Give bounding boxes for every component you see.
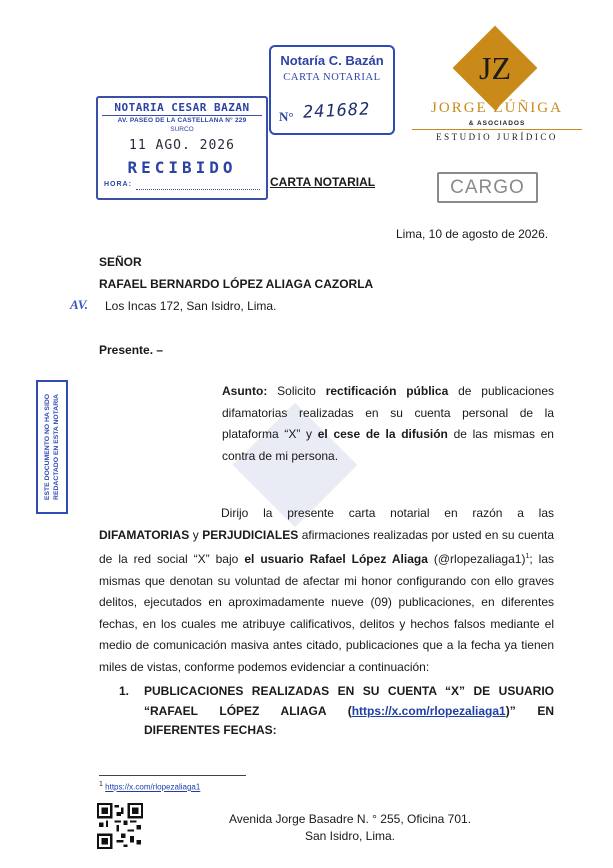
side-stamp-text: ESTE DOCUMENTO NO HA SIDO REDACTADO EN ESTA NOTARIA: [44, 393, 60, 501]
footer-line-1: Avenida Jorge Basadre N. ° 255, Oficina 701.: [228, 812, 472, 826]
presente-line: Presente. –: [99, 343, 164, 357]
footer-line-2: San Isidro, Lima.: [304, 829, 396, 843]
stamp-received-label: RECIBIDO: [127, 158, 237, 177]
footer-address: [200, 811, 500, 845]
recipient-name: RAFAEL BERNARDO LÓPEZ ALIAGA CAZORLA: [99, 277, 374, 291]
stamp-hora-line: [136, 189, 260, 190]
body-bold-difamatorias: DIFAMATORIAS: [99, 527, 190, 542]
subject-text-1: Solicito: [277, 384, 316, 398]
subject-paragraph: [222, 381, 554, 467]
notary-received-stamp: [96, 96, 268, 200]
notary-number-stamp: [269, 45, 395, 135]
not-drafted-here-stamp: [36, 380, 68, 514]
section-title-b: )” EN DIFERENTES FECHAS:: [144, 703, 554, 737]
profile-link[interactable]: https://x.com/rlopezaliaga1: [351, 703, 506, 718]
footnote: [99, 781, 200, 792]
section-title-a: PUBLICACIONES REALIZADAS EN SU CUENTA “X” DE USUARIO “RAFAEL LÓPEZ ALIAGA (: [144, 684, 554, 718]
stamp-notary-name: NOTARIA CESAR BAZAN: [114, 101, 250, 114]
stamp-notary-address: AV. PASEO DE LA CASTELLANA N° 229: [102, 115, 262, 124]
handwritten-av-annotation: AV.: [70, 297, 88, 312]
logo-tagline: ESTUDIO JURÍDICO: [436, 132, 558, 142]
cargo-stamp: CARGO: [437, 172, 538, 203]
stamp-number-prefix: N°: [279, 109, 294, 124]
logo-divider: [412, 129, 582, 130]
footnote-marker: 1: [525, 553, 530, 560]
stamp-received-date: 11 AGO. 2026: [129, 138, 235, 153]
subject-text-2: de publicaciones difamatorias realizadas en su cuenta personal de la plataforma “X” y: [222, 384, 554, 441]
section-title: [144, 682, 554, 741]
stamp-notary-title: Notaría C. Bazán: [280, 53, 384, 68]
logo-firm-name: JORGE ZÚÑIGA: [431, 100, 563, 116]
body-text-3: afirmaciones realizadas por usted en su cuenta de la red social “X” bajo: [99, 527, 555, 566]
subject-label: Asunto:: [222, 384, 268, 398]
body-bold-user: el usuario Rafael López Aliaga: [244, 552, 428, 566]
body-text-5: ; las mismas que denotan su voluntad de afectar mi honor configurando con ello graves delitos, ejecutados en aproximadamente nueve (09) publicaciones, en diferentes fechas, en los cuales me atribuye calificativos, delitos y hechos falsos mediante el medio de comunicación masiva antes citado, publicaciones que a la fecha ya tienen miles de vistas, conforme podemos evidenciar a continuación:: [99, 552, 555, 674]
letter-date: Lima, 10 de agosto de 2026.: [396, 227, 549, 241]
document-title: CARTA NOTARIAL: [270, 175, 376, 189]
body-text-1: Dirijo la presente carta notarial en razón a las: [221, 506, 554, 520]
logo-monogram: JZ: [479, 50, 511, 86]
stamp-notary-district: SURCO: [170, 126, 194, 133]
footnote-link[interactable]: https://x.com/rlopezaliaga1: [105, 782, 201, 792]
body-text-handle: (@rlopezaliaga1): [433, 552, 526, 566]
stamp-hora-label: HORA:: [104, 181, 132, 188]
stamp-document-type: CARTA NOTARIAL: [283, 72, 381, 83]
salutation: SEÑOR: [99, 255, 142, 269]
qr-code: [97, 803, 143, 849]
body-paragraph: [99, 503, 554, 678]
body-bold-perjudiciales: PERJUDICIALES: [202, 527, 299, 542]
recipient-address: Los Incas 172, San Isidro, Lima.: [105, 299, 277, 313]
footnote-separator: [99, 775, 246, 776]
footnote-number: 1: [99, 781, 103, 788]
subject-bold-1: rectificación pública: [325, 384, 449, 398]
subject-bold-2: el cese de la difusión: [317, 427, 448, 441]
section-number: 1.: [119, 684, 130, 698]
subject-text-3: de las mismas en contra de mi persona.: [222, 427, 554, 463]
stamp-document-number: 241682: [302, 99, 371, 123]
body-text-2: y: [192, 527, 199, 542]
logo-associates: & ASOCIADOS: [468, 120, 526, 127]
